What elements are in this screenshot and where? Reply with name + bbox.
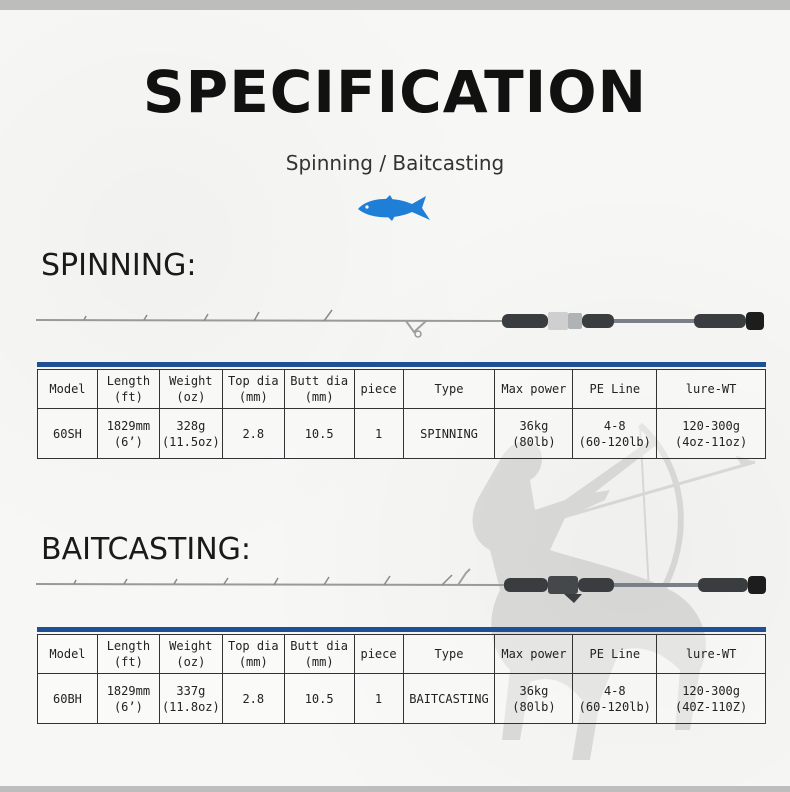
cell-type: SPINNING xyxy=(403,409,495,459)
tuna-fish-icon xyxy=(356,194,432,222)
baitcasting-accent-bar xyxy=(37,627,766,632)
cell-top-dia: 2.8 xyxy=(222,674,284,724)
spinning-spec-table xyxy=(37,369,766,459)
spinning-rod-image xyxy=(34,300,770,340)
header-lure-wt: lure-WT xyxy=(657,635,766,674)
header-length: Length (ft) xyxy=(97,635,159,674)
header-top-dia: Top dia (mm) xyxy=(222,370,284,409)
cell-top-dia: 2.8 xyxy=(222,409,284,459)
header-length: Length (ft) xyxy=(97,370,159,409)
header-weight: Weight (oz) xyxy=(159,635,222,674)
cell-lure-wt: 120-300g (4oz-11oz) xyxy=(657,409,766,459)
header-max-power: Max power xyxy=(495,370,573,409)
header-max-power: Max power xyxy=(495,635,573,674)
header-butt-dia: Butt dia (mm) xyxy=(284,635,354,674)
header-pe-line: PE Line xyxy=(573,635,657,674)
header-model: Model xyxy=(38,370,98,409)
cell-butt-dia: 10.5 xyxy=(284,409,354,459)
spinning-accent-bar xyxy=(37,362,766,367)
page-title: SPECIFICATION xyxy=(142,58,648,126)
baitcasting-spec-table xyxy=(37,634,766,724)
cell-model: 60BH xyxy=(38,674,98,724)
baitcasting-rod-image xyxy=(34,565,770,605)
cell-pe-line: 4-8 (60-120lb) xyxy=(573,674,657,724)
cell-lure-wt: 120-300g (40Z-110Z) xyxy=(657,674,766,724)
header-weight: Weight (oz) xyxy=(159,370,222,409)
cell-piece: 1 xyxy=(354,409,403,459)
page-subtitle: Spinning / Baitcasting xyxy=(285,151,505,175)
header-type: Type xyxy=(403,370,495,409)
header-butt-dia: Butt dia (mm) xyxy=(284,370,354,409)
cell-model: 60SH xyxy=(38,409,98,459)
table-row xyxy=(38,674,766,724)
cell-butt-dia: 10.5 xyxy=(284,674,354,724)
cell-weight: 328g (11.5oz) xyxy=(159,409,222,459)
header-type: Type xyxy=(403,635,495,674)
header-pe-line: PE Line xyxy=(573,370,657,409)
cell-weight: 337g (11.8oz) xyxy=(159,674,222,724)
header-top-dia: Top dia (mm) xyxy=(222,635,284,674)
table-row xyxy=(38,409,766,459)
header-piece: piece xyxy=(354,635,403,674)
header-piece: piece xyxy=(354,370,403,409)
header-model: Model xyxy=(38,635,98,674)
table-header-row xyxy=(38,635,766,674)
top-border xyxy=(0,0,790,10)
baitcasting-section-label: BAITCASTING: xyxy=(41,532,251,567)
cell-length: 1829mm (6’) xyxy=(97,674,159,724)
cell-pe-line: 4-8 (60-120lb) xyxy=(573,409,657,459)
header-lure-wt: lure-WT xyxy=(657,370,766,409)
cell-max-power: 36kg (80lb) xyxy=(495,409,573,459)
cell-length: 1829mm (6’) xyxy=(97,409,159,459)
bottom-border xyxy=(0,786,790,792)
cell-piece: 1 xyxy=(354,674,403,724)
table-header-row xyxy=(38,370,766,409)
spinning-section-label: SPINNING: xyxy=(41,248,197,283)
cell-max-power: 36kg (80lb) xyxy=(495,674,573,724)
cell-type: BAITCASTING xyxy=(403,674,495,724)
